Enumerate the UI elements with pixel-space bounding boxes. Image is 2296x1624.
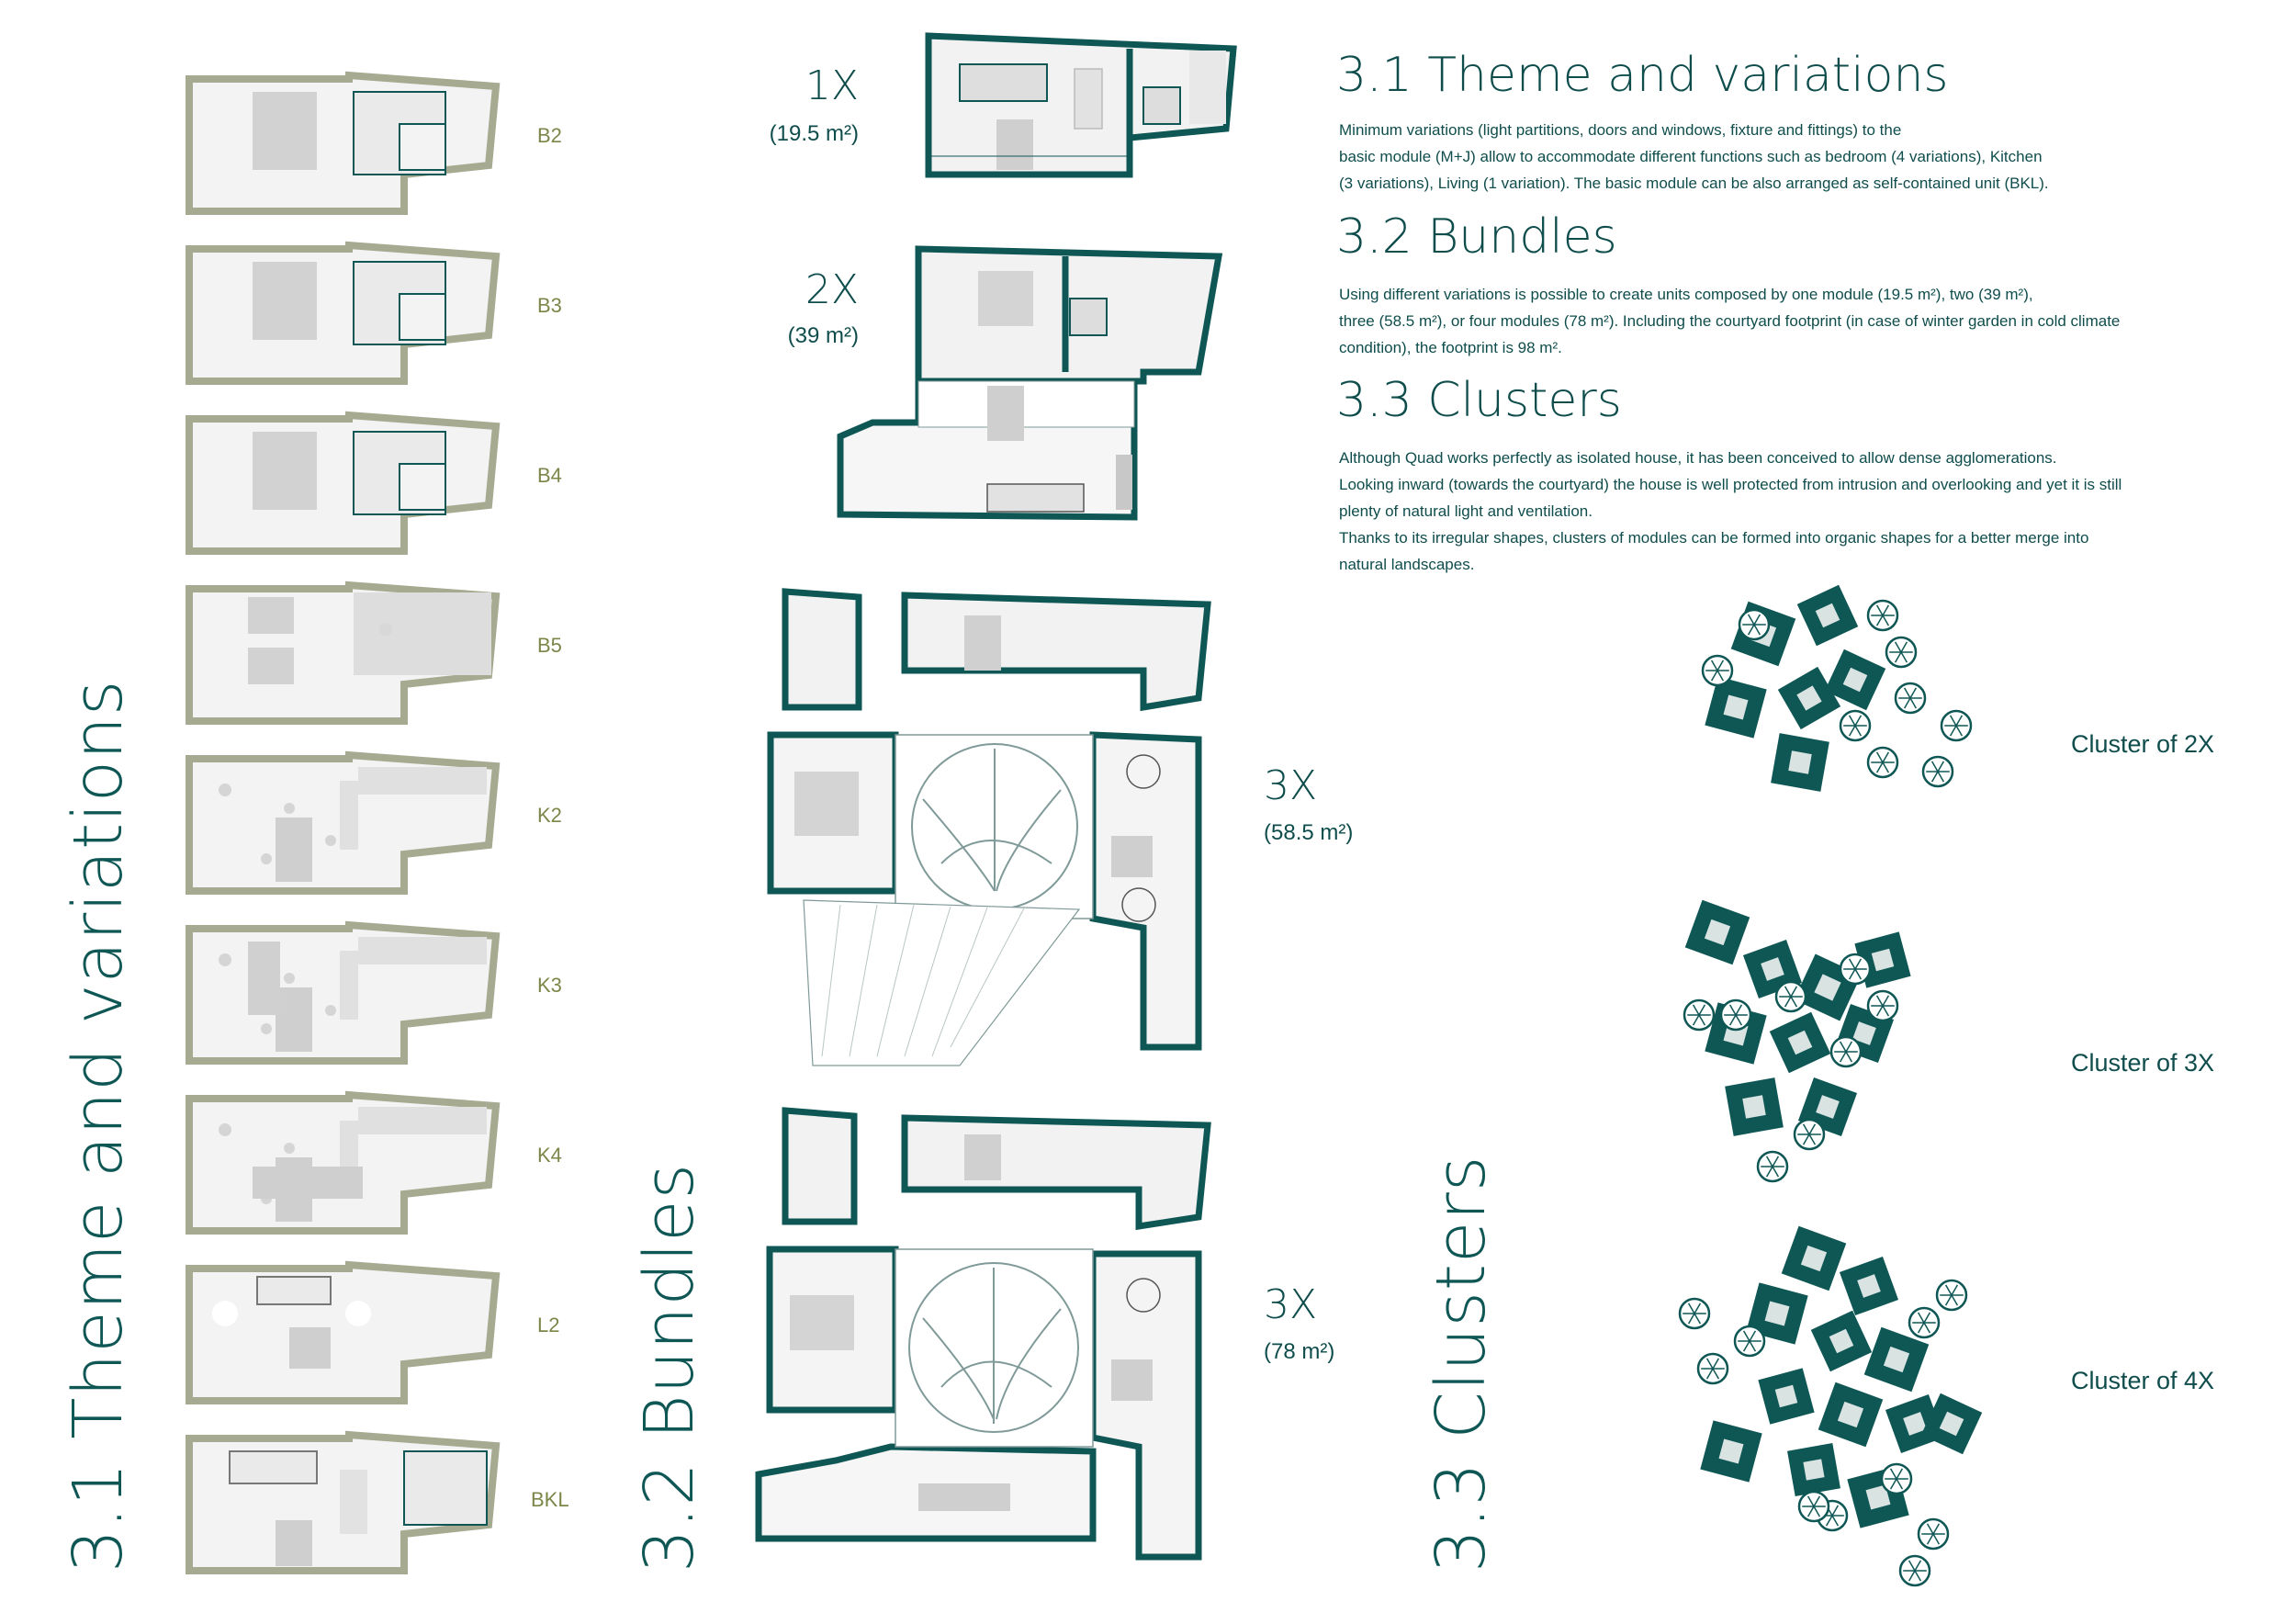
section-heading-theme: 3.1 Theme and variations [1336,48,1949,103]
text-line: Minimum variations (light partitions, doors and windows, fixture and fittings) to the [1339,121,1902,139]
module-plan-bkl [184,1433,514,1580]
text-line: natural landscapes. [1339,556,1475,573]
module-plan-l2 [184,1263,514,1410]
module-plan-b3 [184,243,514,390]
bundle-4x-multiplier: 3X [1264,1281,1318,1328]
text-line: three (58.5 m²), or four modules (78 m²). Including the courtyard footprint (in case of winter garden in cold climate [1339,312,2121,330]
vertical-title-bundles: 3.2 Bundles [630,1162,709,1573]
text-line: (3 variations), Living (1 variation). The basic module can be also arranged as self-contained unit (BKL). [1339,175,2049,192]
vertical-title-theme: 3.1 Theme and variations [59,679,138,1573]
variation-label-k3: K3 [537,974,562,997]
module-plan-b2 [184,73,514,220]
bundle-4x-plan [753,1107,1212,1566]
variation-label-k4: K4 [537,1144,562,1167]
variation-label-bkl: BKL [531,1488,569,1511]
bundle-4x-area: (78 m²) [1264,1339,1335,1364]
section-heading-bundles: 3.2 Bundles [1336,209,1617,265]
cluster-diagram-3x [1671,877,1984,1180]
text-line: condition), the footprint is 98 m². [1339,339,1562,356]
module-plan-k2 [184,753,514,900]
cluster-label-2x: Cluster of 2X [2071,730,2215,758]
module-plan-k4 [184,1093,514,1240]
text-line: Looking inward (towards the courtyard) the house is well protected from intrusion and overlooking and yet it is still [1339,476,2122,493]
variation-label-l2: L2 [537,1314,560,1336]
bundle-1x-multiplier: 1X [805,62,859,109]
cluster-diagram-4x [1676,1203,2043,1571]
variation-label-b3: B3 [537,294,562,317]
section-text-bundles [1339,281,2120,361]
bundle-3x-area: (58.5 m²) [1264,820,1354,845]
text-line: Using different variations is possible to create units composed by one module (19.5 m²), two (39 m²), [1339,286,2033,303]
variation-label-b2: B2 [537,124,562,147]
bundle-2x-multiplier: 2X [805,266,859,313]
variation-label-k2: K2 [537,804,562,827]
cluster-label-4x: Cluster of 4X [2071,1367,2215,1394]
variation-label-b4: B4 [537,464,562,487]
module-plan-b4 [184,413,514,560]
bundle-1x-area: (19.5 m²) [769,121,859,146]
bundle-1x-plan [923,32,1235,179]
section-text-clusters [1339,445,2122,578]
section-text-theme [1339,117,2049,197]
bundle-3x-plan [767,588,1217,1075]
bundle-2x-area: (39 m²) [787,323,859,348]
text-line: Thanks to its irregular shapes, clusters of modules can be formed into organic shapes for a better merge into [1339,529,2089,547]
text-line: basic module (M+J) allow to accommodate different functions such as bedroom (4 variations), Kitchen [1339,148,2043,165]
module-plan-k3 [184,923,514,1070]
text-line: plenty of natural light and ventilation. [1339,502,1593,520]
vertical-title-clusters: 3.3 Clusters [1422,1155,1501,1573]
cluster-label-3x: Cluster of 3X [2071,1049,2215,1077]
section-heading-clusters: 3.3 Clusters [1336,373,1622,428]
bundle-2x-plan [831,243,1226,519]
variation-label-b5: B5 [537,634,562,657]
cluster-diagram-2x [1681,560,2011,818]
module-plan-b5 [184,583,514,730]
text-line: Although Quad works perfectly as isolated house, it has been conceived to allow dense agglomerations. [1339,449,2057,467]
bundle-3x-multiplier: 3X [1264,762,1318,809]
